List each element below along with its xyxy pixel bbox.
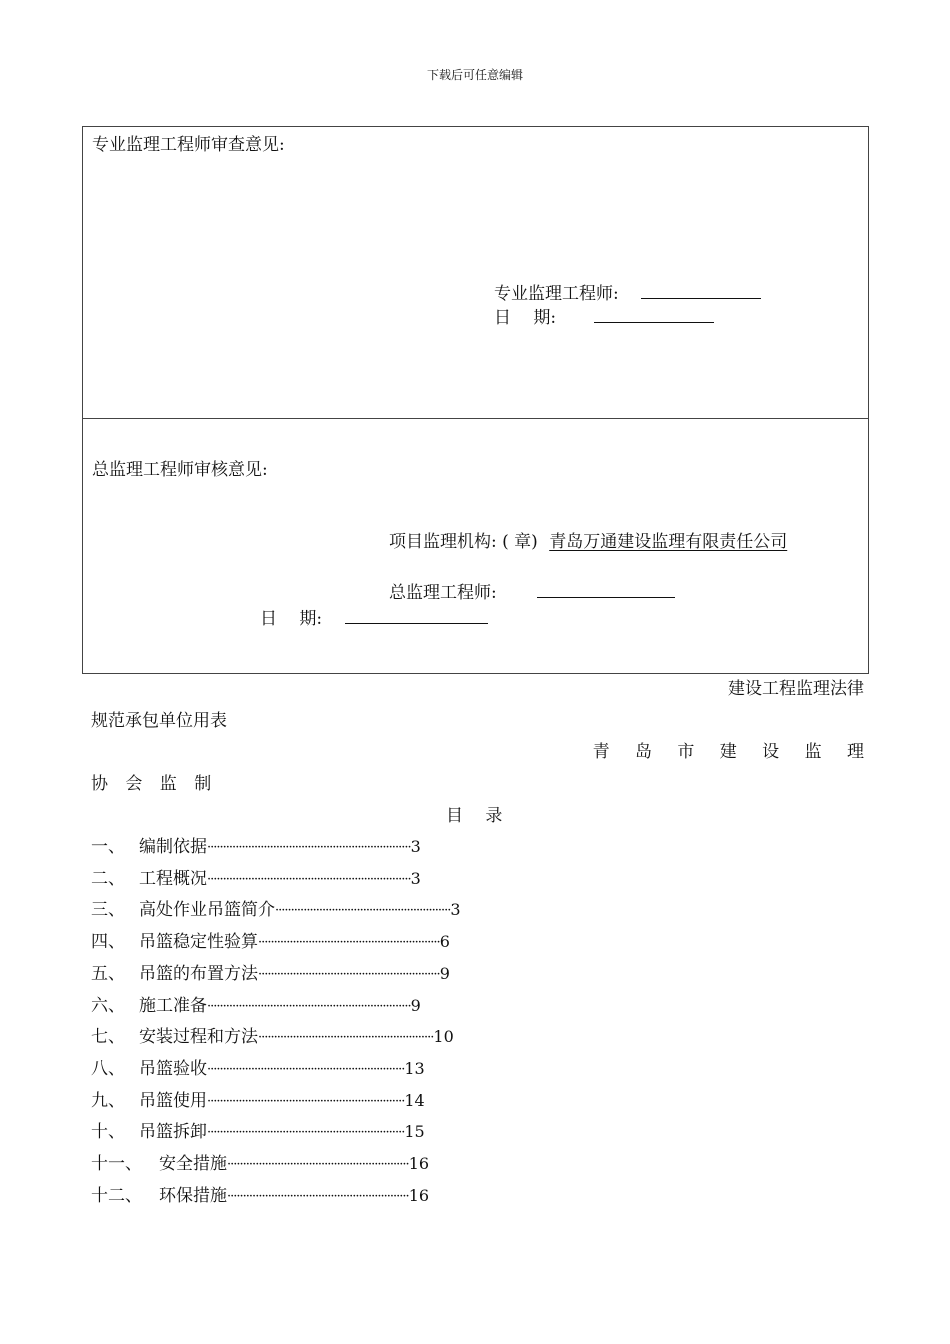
header-note: 下载后可任意编辑 <box>426 68 523 82</box>
toc-item-title: 安装过程和方法 <box>139 1027 258 1048</box>
footer-line1b: 规范承包单位用表 <box>91 711 227 731</box>
toc-item-title: 吊篮拆卸 <box>139 1122 207 1143</box>
toc-item-page: 3 <box>450 900 461 920</box>
toc-item-page: 10 <box>433 1027 454 1047</box>
toc-item-title: 工程概况 <box>139 868 207 889</box>
toc-item-number: 十一、 <box>91 1154 142 1174</box>
chief-date-line[interactable] <box>345 621 488 624</box>
toc-item-leader: ························································ <box>275 903 451 919</box>
toc-item-number: 十、 <box>91 1122 125 1143</box>
toc-item-page: 14 <box>404 1090 425 1110</box>
toc-item-number: 七、 <box>91 1027 125 1048</box>
toc-item-title: 环保措施 <box>159 1185 227 1206</box>
toc-item-number: 二、 <box>91 868 125 889</box>
toc-item[interactable] <box>91 1181 664 1206</box>
toc-item-title: 吊篮的布置方法 <box>139 963 258 984</box>
engineer-signature-line[interactable] <box>641 296 761 299</box>
engineer-opinion-label: 专业监理工程师审查意见: <box>92 135 285 155</box>
toc-item-number: 四、 <box>91 932 125 953</box>
toc-item[interactable] <box>91 1149 664 1174</box>
toc-item-number: 三、 <box>91 900 125 921</box>
toc-item-title: 高处作业吊篮简介 <box>139 900 275 921</box>
toc-item-page: 3 <box>410 837 421 856</box>
toc-item-leader: ·························································· <box>227 1188 409 1204</box>
toc-item-leader: ································································· <box>207 998 411 1014</box>
footer-line2a: 青 岛 市 建 设 监 理 <box>592 742 874 762</box>
chief-opinion-label: 总监理工程师审核意见: <box>92 460 268 480</box>
agency-label <box>389 527 787 552</box>
agency-name: 青岛万通建设监理有限责任公司 <box>549 532 788 552</box>
toc-title: 目 录 <box>446 806 503 826</box>
chief-date-label: 日 期: <box>260 609 323 629</box>
toc-item-number: 十二、 <box>91 1185 142 1206</box>
toc-item-leader: ·························································· <box>258 966 440 982</box>
agency-label-text: 项目监理机构: ( 章) <box>389 532 538 552</box>
toc-item-title: 吊篮验收 <box>139 1058 207 1079</box>
toc-item-leader: ························································ <box>258 1030 434 1046</box>
toc-item[interactable] <box>91 1022 664 1047</box>
toc-item[interactable] <box>91 864 664 889</box>
footer-line2b: 协 会 监 制 <box>91 774 218 794</box>
toc-item-number: 六、 <box>91 995 125 1016</box>
toc-item-page: 9 <box>439 963 450 983</box>
toc-item-number: 八、 <box>91 1058 125 1079</box>
engineer-signature-label: 专业监理工程师: <box>494 284 619 304</box>
toc-item-leader: ·························································· <box>258 935 440 951</box>
toc-item[interactable] <box>91 895 664 920</box>
toc-item[interactable] <box>91 1117 664 1142</box>
toc-item-number: 一、 <box>91 837 125 857</box>
toc-item[interactable] <box>91 1086 664 1111</box>
toc-item-title: 吊篮稳定性验算 <box>139 932 258 953</box>
toc-item-leader: ······························································· <box>207 1061 405 1077</box>
chief-signature-label: 总监理工程师: <box>389 583 497 603</box>
toc-item-leader: ································································· <box>207 871 411 887</box>
engineer-review-box <box>82 126 869 419</box>
toc-item-leader: ································································· <box>207 840 411 855</box>
toc-item-page: 3 <box>410 868 421 888</box>
toc-item-title: 吊篮使用 <box>139 1090 207 1111</box>
engineer-date-line[interactable] <box>594 320 714 323</box>
chief-signature-line[interactable] <box>537 595 675 598</box>
toc-item-number: 五、 <box>91 963 125 984</box>
toc-item-number: 九、 <box>91 1090 125 1111</box>
toc-item[interactable] <box>91 927 664 952</box>
engineer-date-label: 日 期: <box>494 308 557 328</box>
footer-line1a: 建设工程监理法律 <box>728 679 864 699</box>
toc-item-page: 6 <box>439 932 450 952</box>
toc-item-page: 9 <box>410 995 421 1015</box>
toc-item-page: 15 <box>404 1122 425 1142</box>
toc-item[interactable] <box>91 832 664 857</box>
toc-item-page: 16 <box>408 1154 430 1173</box>
toc-item[interactable] <box>91 959 664 984</box>
toc-item-leader: ·························································· <box>227 1157 409 1172</box>
toc-item[interactable] <box>91 991 664 1016</box>
toc-item-title: 安全措施 <box>159 1154 227 1174</box>
toc-item-leader: ······························································· <box>207 1125 405 1141</box>
toc-item-page: 16 <box>408 1185 430 1205</box>
toc-item-title: 施工准备 <box>139 995 207 1016</box>
toc-item[interactable] <box>91 1054 664 1079</box>
toc-item-leader: ······························································· <box>207 1093 405 1109</box>
toc-item-title: 编制依据 <box>139 837 207 857</box>
toc-item-page: 13 <box>404 1058 425 1078</box>
